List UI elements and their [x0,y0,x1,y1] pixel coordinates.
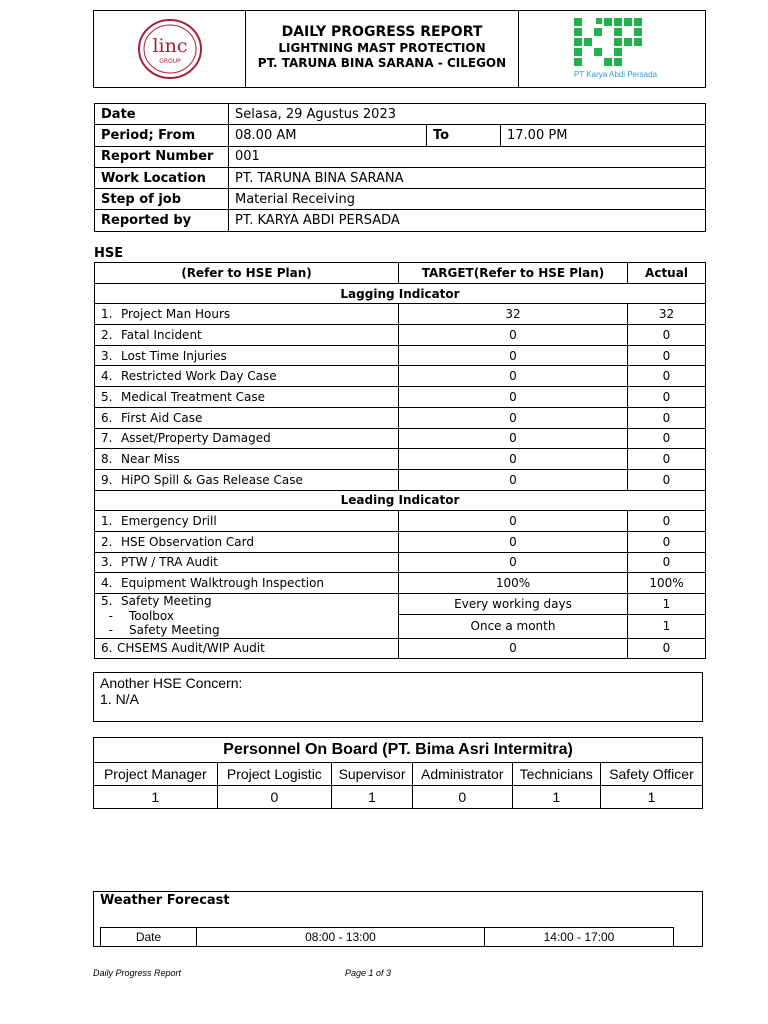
chsems-actual: 0 [628,638,706,659]
period-to-value: 17.00 PM [501,125,706,146]
work-location-value: PT. TARUNA BINA SARANA [229,167,706,188]
indicator-actual: 0 [628,366,706,387]
chsems-target: 0 [399,638,628,659]
indicator-cell [95,511,399,532]
report-title-block [246,11,519,87]
safety-meeting-sub-toolbox: Toolbox [129,608,174,623]
hse-col-target: TARGET(Refer to HSE Plan) [399,263,628,284]
indicator-cell [95,552,399,573]
hse-col-actual: Actual [628,263,706,284]
date-value: Selasa, 29 Agustus 2023 [229,104,706,125]
indicator-name: Emergency Drill [121,514,217,529]
indicator-actual: 32 [628,304,706,325]
leading-indicator-label: Leading Indicator [95,490,706,511]
indicator-name: Restricted Work Day Case [121,369,277,384]
indicator-number: 7. [101,431,113,446]
personnel-role-count: 0 [217,786,331,809]
safety-meeting-target-2: Once a month [399,615,628,638]
footer-doc-name: Daily Progress Report [93,968,182,978]
lagging-indicator-label: Lagging Indicator [95,283,706,304]
weather-table [100,927,674,947]
weather-slot-afternoon: 14:00 - 17:00 [485,928,674,947]
leading-row [95,511,706,532]
report-title: DAILY PROGRESS REPORT [281,24,483,40]
indicator-target: 0 [399,366,628,387]
linc-logo-text: linc [152,35,188,57]
personnel-role-header: Technicians [512,763,600,786]
personnel-role-header: Project Manager [94,763,218,786]
indicator-name: Fatal Incident [121,327,202,342]
indicator-name: HiPO Spill & Gas Release Case [121,472,303,487]
hse-concern-title: Another HSE Concern: [100,675,243,691]
hse-concern-box [93,672,703,722]
project-name: LIGHTNING MAST PROTECTION [278,41,486,55]
indicator-actual: 0 [628,469,706,490]
work-location-label: Work Location [95,167,229,188]
safety-meeting-sub-safety: Safety Meeting [129,623,220,637]
indicator-number: 9. [101,472,113,487]
hse-table [94,262,706,659]
indicator-target: 0 [399,469,628,490]
indicator-cell [95,387,399,408]
safety-meeting-row-1 [95,594,706,615]
indicator-name: Project Man Hours [121,307,231,322]
personnel-values-row [94,786,703,809]
lagging-row [95,325,706,346]
indicator-target: 0 [399,407,628,428]
info-row-report-number [95,146,706,167]
info-row-step [95,189,706,210]
weather-header-row [101,928,674,947]
report-number-label: Report Number [95,146,229,167]
lagging-row [95,304,706,325]
indicator-cell [95,531,399,552]
indicator-actual: 0 [628,552,706,573]
indicator-cell [95,325,399,346]
indicator-target: 0 [399,345,628,366]
indicator-number: 4. [101,369,113,384]
report-info-table [94,103,706,232]
indicator-target: 0 [399,449,628,470]
lagging-row [95,366,706,387]
indicator-number: 2. [101,534,113,549]
info-row-work-location [95,167,706,188]
indicator-target: 0 [399,428,628,449]
footer-page-number: Page 1 of 3 [345,968,392,978]
report-number-value: 001 [229,146,706,167]
linc-group-logo [94,11,246,87]
safety-meeting-actual-2: 1 [628,615,706,638]
info-row-reported-by [95,210,706,231]
safety-meeting-actual-1: 1 [628,594,706,615]
chsems-row [95,638,706,659]
indicator-number: 2. [101,327,113,342]
personnel-role-count: 1 [512,786,600,809]
safety-meeting-cell [95,594,399,639]
step-of-job-value: Material Receiving [229,189,706,210]
hse-section-title: HSE [94,246,124,261]
hse-col-indicator: (Refer to HSE Plan) [95,263,399,284]
indicator-name: PTW / TRA Audit [121,555,218,570]
personnel-role-count: 0 [413,786,513,809]
lagging-row [95,345,706,366]
info-row-date [95,104,706,125]
indicator-cell [95,304,399,325]
leading-row [95,531,706,552]
leading-row [95,573,706,594]
indicator-actual: 0 [628,345,706,366]
indicator-name: Near Miss [121,452,180,467]
safety-meeting-target-1: Every working days [399,594,628,615]
indicator-actual: 0 [628,428,706,449]
indicator-number: 3. [101,555,113,570]
indicator-target: 0 [399,325,628,346]
indicator-actual: 0 [628,387,706,408]
period-label: Period; From [95,125,229,146]
indicator-cell [95,366,399,387]
personnel-title: Personnel On Board (PT. Bima Asri Intermitra) [94,738,703,763]
chsems-num: 6. [101,641,113,656]
indicator-cell [95,428,399,449]
indicator-number: 8. [101,452,113,467]
indicator-name: Medical Treatment Case [121,389,266,404]
lagging-row [95,387,706,408]
step-of-job-label: Step of job [95,189,229,210]
info-row-period [95,125,706,146]
indicator-actual: 0 [628,449,706,470]
personnel-role-count: 1 [600,786,702,809]
personnel-role-header: Project Logistic [217,763,331,786]
period-to-label: To [427,125,501,146]
indicator-target: 0 [399,387,628,408]
indicator-cell [95,573,399,594]
indicator-cell [95,345,399,366]
personnel-role-header: Administrator [413,763,513,786]
indicator-name: Lost Time Injuries [121,348,227,363]
reported-by-value: PT. KARYA ABDI PERSADA [229,210,706,231]
indicator-number: 4. [101,576,113,591]
kap-logo-icon [574,18,646,68]
kap-logo [519,11,705,87]
lagging-row [95,428,706,449]
leading-section-row [95,490,706,511]
indicator-cell [95,407,399,428]
personnel-role-header: Safety Officer [600,763,702,786]
indicator-name: Equipment Walktrough Inspection [121,576,325,591]
lagging-section-row [95,283,706,304]
indicator-number: 6. [101,410,113,425]
personnel-title-row [94,738,703,763]
indicator-actual: 0 [628,531,706,552]
indicator-number: 3. [101,348,113,363]
report-header [93,10,706,88]
indicator-actual: 0 [628,511,706,532]
leading-row [95,552,706,573]
leading-rows [95,511,706,594]
chsems-cell [95,638,399,659]
safety-meeting-sub-bullet: - [108,623,113,637]
weather-forecast-box [93,891,703,947]
personnel-header-row [94,763,703,786]
indicator-number: 5. [101,389,113,404]
linc-logo-icon [137,18,203,80]
indicator-actual: 0 [628,407,706,428]
period-from-value: 08.00 AM [229,125,427,146]
indicator-cell [95,449,399,470]
indicator-cell [95,469,399,490]
personnel-role-header: Supervisor [332,763,413,786]
hse-concern-item: 1. N/A [100,691,139,707]
chsems-name: CHSEMS Audit/WIP Audit [117,641,265,656]
hse-header-row [95,263,706,284]
safety-meeting-num: 5. [101,594,113,608]
indicator-target: 32 [399,304,628,325]
indicator-target: 0 [399,531,628,552]
indicator-name: HSE Observation Card [121,534,254,549]
personnel-table [93,737,703,809]
lagging-row [95,449,706,470]
lagging-row [95,407,706,428]
weather-forecast-title: Weather Forecast [100,893,230,908]
indicator-target: 0 [399,511,628,532]
weather-slot-morning: 08:00 - 13:00 [197,928,485,947]
indicator-name: Asset/Property Damaged [121,431,271,446]
safety-meeting-name: Safety Meeting [121,594,212,608]
weather-date-label: Date [101,928,197,947]
personnel-role-count: 1 [332,786,413,809]
indicator-number: 1. [101,514,113,529]
indicator-number: 1. [101,307,113,322]
indicator-actual: 0 [628,325,706,346]
indicator-target: 0 [399,552,628,573]
safety-meeting-sub-bullet: - [108,608,113,623]
lagging-rows [95,304,706,490]
indicator-actual: 100% [628,573,706,594]
personnel-role-count: 1 [94,786,218,809]
reported-by-label: Reported by [95,210,229,231]
client-name: PT. TARUNA BINA SARANA - CILEGON [257,56,507,70]
linc-logo-subtext: GROUP [159,58,181,65]
lagging-row [95,469,706,490]
kap-logo-caption: PT Karya Abdi Persada [574,70,658,79]
indicator-target: 100% [399,573,628,594]
date-label: Date [95,104,229,125]
indicator-name: First Aid Case [121,410,203,425]
